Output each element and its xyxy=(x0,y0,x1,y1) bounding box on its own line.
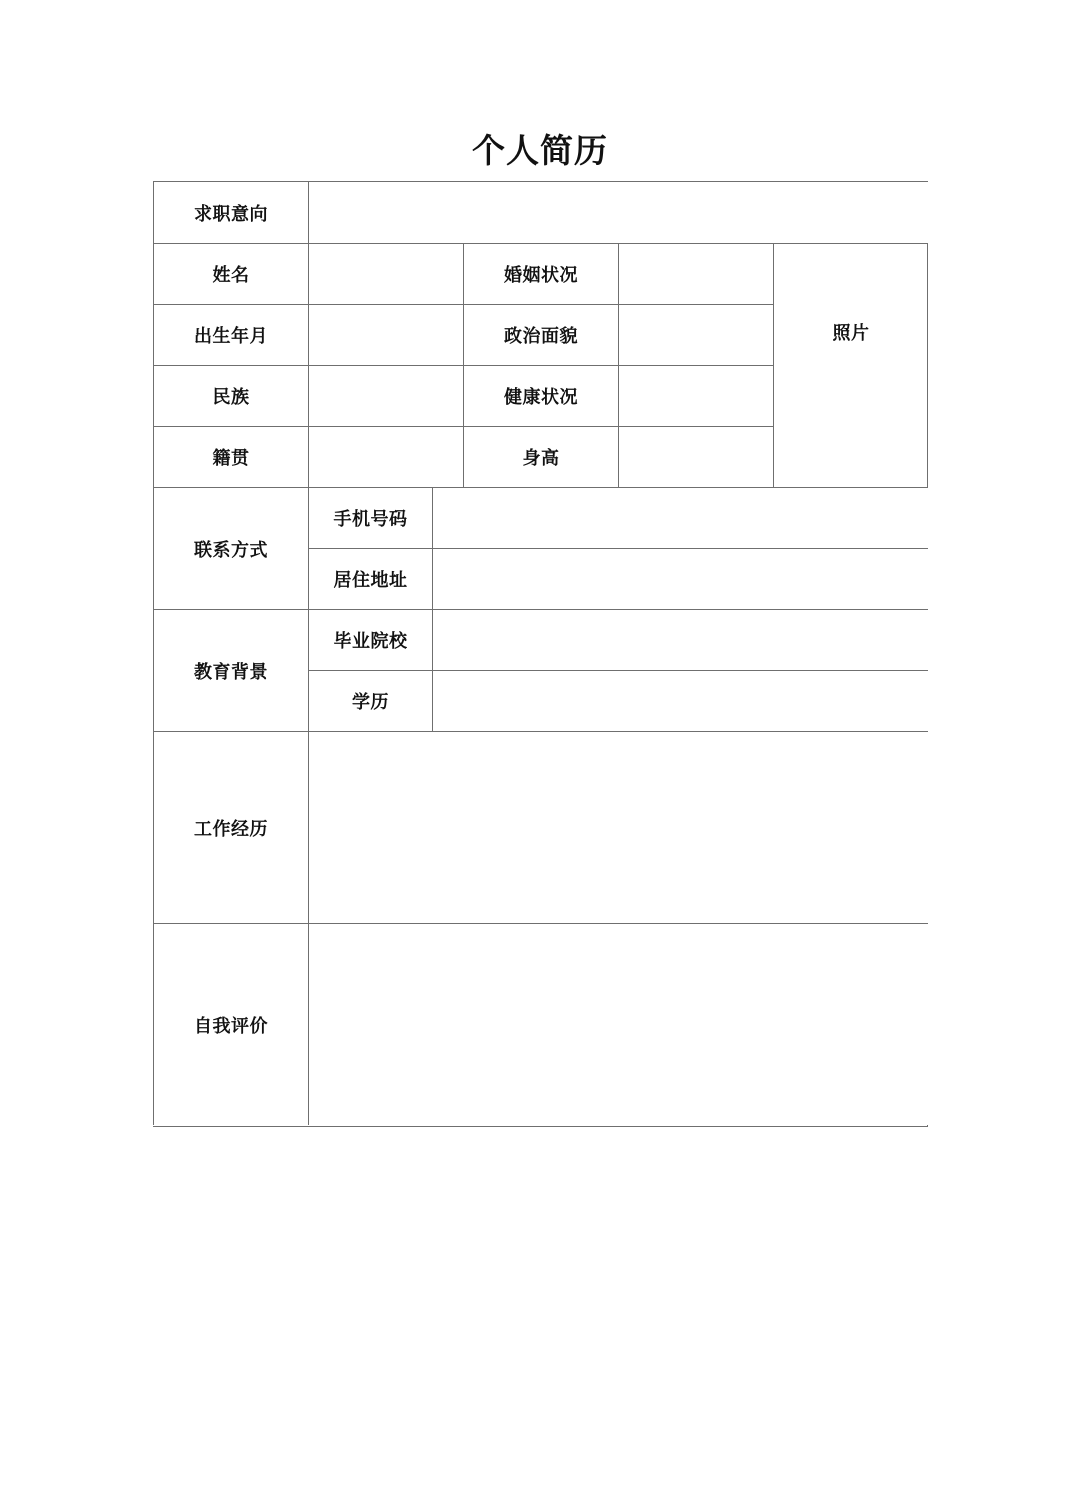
birth-date-field[interactable] xyxy=(308,304,463,365)
label-ethnicity: 民族 xyxy=(153,365,308,426)
label-name: 姓名 xyxy=(153,243,308,304)
political-status-field[interactable] xyxy=(618,304,773,365)
height-field[interactable] xyxy=(618,426,773,487)
label-self-evaluation: 自我评价 xyxy=(153,923,308,1125)
label-education: 教育背景 xyxy=(153,609,308,731)
label-address: 居住地址 xyxy=(308,548,432,609)
label-native-place: 籍贯 xyxy=(153,426,308,487)
label-degree: 学历 xyxy=(308,670,432,731)
work-experience-field[interactable] xyxy=(308,731,928,923)
address-field[interactable] xyxy=(432,548,928,609)
photo-box[interactable]: 照片 xyxy=(773,243,928,487)
self-evaluation-field[interactable] xyxy=(308,923,928,1125)
health-status-field[interactable] xyxy=(618,365,773,426)
degree-field[interactable] xyxy=(432,670,928,731)
school-field[interactable] xyxy=(432,609,928,670)
label-health-status: 健康状况 xyxy=(463,365,618,426)
native-place-field[interactable] xyxy=(308,426,463,487)
label-marital-status: 婚姻状况 xyxy=(463,243,618,304)
label-work-experience: 工作经历 xyxy=(153,731,308,923)
label-contact: 联系方式 xyxy=(153,487,308,609)
label-birth-date: 出生年月 xyxy=(153,304,308,365)
label-political-status: 政治面貌 xyxy=(463,304,618,365)
label-phone: 手机号码 xyxy=(308,487,432,548)
name-field[interactable] xyxy=(308,243,463,304)
document-title: 个人简历 xyxy=(472,131,608,170)
label-height: 身高 xyxy=(463,426,618,487)
label-school: 毕业院校 xyxy=(308,609,432,670)
label-job-intention: 求职意向 xyxy=(153,181,308,243)
ethnicity-field[interactable] xyxy=(308,365,463,426)
resume-table xyxy=(153,181,928,1127)
job-intention-field[interactable] xyxy=(308,181,928,243)
phone-field[interactable] xyxy=(432,487,928,548)
marital-status-field[interactable] xyxy=(618,243,773,304)
